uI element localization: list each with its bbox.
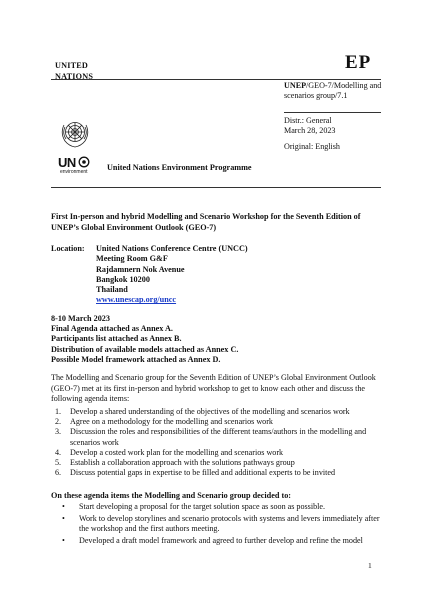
intro-paragraph: The Modelling and Scenario group for the Seventh Edition of UNEP’s Global Environment Outlook (GEO-7) met at its first in-person and hybrid workshop to get to know each other and discuss the following agenda items: bbox=[51, 373, 376, 404]
decisions-list bbox=[51, 502, 381, 547]
divider-rule bbox=[284, 112, 381, 113]
agenda-item: 1. Develop a shared understanding of the objectives of the modelling and scenarios work bbox=[55, 407, 350, 416]
agenda-item: 3. Discussion the roles and responsibilities of the different teams/authors in the modelling and scenarios work bbox=[55, 427, 367, 447]
agenda-list bbox=[51, 407, 381, 478]
document-title: First In-person and hybrid Modelling and Scenario Workshop for the Seventh Edition of UNEP’s Global Environment Outlook (GEO-7) bbox=[51, 212, 361, 232]
un-emblem-icon bbox=[57, 115, 93, 151]
agenda-item: 5. Establish a collaboration approach with the solutions pathways group bbox=[55, 458, 295, 468]
dates-annex-block: 8-10 March 2023 Final Agenda attached as Annex A. Participants list attached as Annex B. Distribution of available models attached as Annex C. Possible Model framework attached as Annex D. bbox=[51, 314, 239, 364]
decision-item: • Work to develop storylines and scenario protocols with systems and levers immediately after the workshop and the first authors meeting. bbox=[62, 513, 380, 534]
unep-logo: UN environment bbox=[58, 155, 88, 175]
distribution-info: Distr.: General March 28, 2023 bbox=[284, 116, 336, 136]
document-symbol: EP bbox=[345, 52, 372, 73]
location-label: Location: bbox=[51, 244, 85, 253]
agenda-item: 4. Develop a costed work plan for the modelling and scenarios work bbox=[55, 447, 284, 457]
page-number: 1 bbox=[368, 561, 372, 570]
original-language: Original: English bbox=[284, 142, 340, 151]
decision-item: • Start developing a proposal for the target solution space as soon as possible. bbox=[62, 502, 325, 511]
header-rule bbox=[51, 79, 381, 80]
title-rule bbox=[51, 187, 381, 188]
programme-name: United Nations Environment Programme bbox=[107, 163, 252, 172]
agenda-item: 2. Agree on a methodology for the modelling and scenarios work bbox=[55, 417, 273, 427]
un-name: UNITED NATIONS bbox=[55, 61, 94, 81]
venue-link[interactable]: www.unescap.org/uncc bbox=[96, 295, 177, 305]
unep-globe-icon bbox=[78, 156, 90, 168]
decision-item: • Developed a draft model framework and agreed to further develop and refine the model bbox=[62, 535, 363, 545]
decisions-heading: On these agenda items the Modelling and Scenario group decided to: bbox=[51, 491, 292, 500]
location-address: United Nations Conference Centre (UNCC) Meeting Room G&F Rajdamnern Nok Avenue Bangkok 10200 Thailand www.unescap.org/uncc bbox=[96, 244, 248, 305]
agenda-item: 6. Discuss potential gaps in expertise to be filled and additional experts to be invited bbox=[55, 468, 336, 478]
document-code: UNEP/GEO-7/Modelling and scenarios group/7.1 bbox=[284, 81, 382, 101]
